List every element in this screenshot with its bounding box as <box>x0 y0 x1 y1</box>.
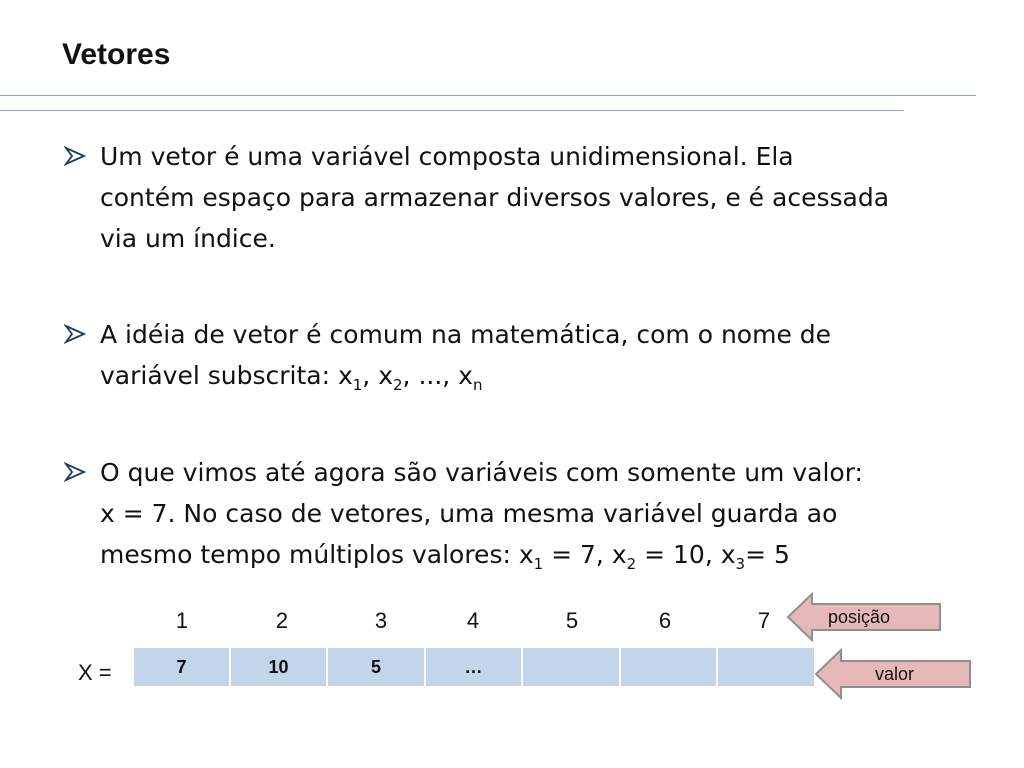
text-fragment: = 5 <box>745 540 790 569</box>
array-index: 4 <box>466 608 480 633</box>
header-rule-top <box>0 95 976 96</box>
array-index: 6 <box>658 608 672 633</box>
value-callout-label: valor <box>875 664 915 684</box>
bullet-1-line-3: via um índice. <box>100 224 276 253</box>
bullet-arrow-icon <box>64 462 86 482</box>
array-index: 1 <box>175 608 189 633</box>
bullet-2-text <box>100 314 964 396</box>
text-fragment: variável subscrita: x <box>100 361 353 390</box>
header-rule-bottom <box>0 110 904 111</box>
array-index: 7 <box>757 608 771 633</box>
bullet-1 <box>64 136 964 259</box>
text-fragment: , ..., x <box>402 361 473 390</box>
array-index: 2 <box>275 608 289 633</box>
bullet-3-line-3 <box>100 540 790 573</box>
subscript: 2 <box>393 376 403 394</box>
subscript: n <box>472 376 483 394</box>
array-cell <box>621 648 718 686</box>
bullet-2-line-2 <box>100 361 483 394</box>
array-cell: … <box>426 648 523 686</box>
bullet-1-line-2: contém espaço para armazenar diversos valores, e é acessada <box>100 183 890 212</box>
slide-title: Vetores <box>62 38 171 71</box>
text-fragment: = 7, x <box>543 540 627 569</box>
array-label: X = <box>78 660 112 685</box>
bullet-3 <box>64 452 964 575</box>
text-fragment: mesmo tempo múltiplos valores: x <box>100 540 534 569</box>
subscript: 1 <box>533 555 544 573</box>
array-cells <box>134 648 814 686</box>
bullet-3-text <box>100 452 964 575</box>
bullet-arrow-icon <box>64 324 86 344</box>
bullet-1-line-1: Um vetor é uma variável composta unidimensional. Ela <box>100 142 794 171</box>
subscript: 3 <box>735 555 746 573</box>
array-cell <box>523 648 621 686</box>
subscript: 1 <box>352 376 363 394</box>
array-cell <box>718 648 814 686</box>
position-callout-label: posição <box>828 607 891 627</box>
bullet-arrow-icon <box>64 146 86 166</box>
array-cell: 10 <box>231 648 328 686</box>
bullet-1-text <box>100 136 964 259</box>
bullet-2 <box>64 314 964 396</box>
array-index: 5 <box>565 608 579 633</box>
bullet-3-line-2: x = 7. No caso de vetores, uma mesma variável guarda ao <box>100 499 838 528</box>
bullet-2-line-1: A idéia de vetor é comum na matemática, com o nome de <box>100 320 832 349</box>
array-cell: 7 <box>134 648 231 686</box>
subscript: 2 <box>626 555 637 573</box>
text-fragment: , x <box>362 361 393 390</box>
text-fragment: = 10, x <box>636 540 736 569</box>
bullet-3-line-1: O que vimos até agora são variáveis com somente um valor: <box>100 458 863 487</box>
array-index: 3 <box>374 608 388 633</box>
array-cell: 5 <box>328 648 426 686</box>
